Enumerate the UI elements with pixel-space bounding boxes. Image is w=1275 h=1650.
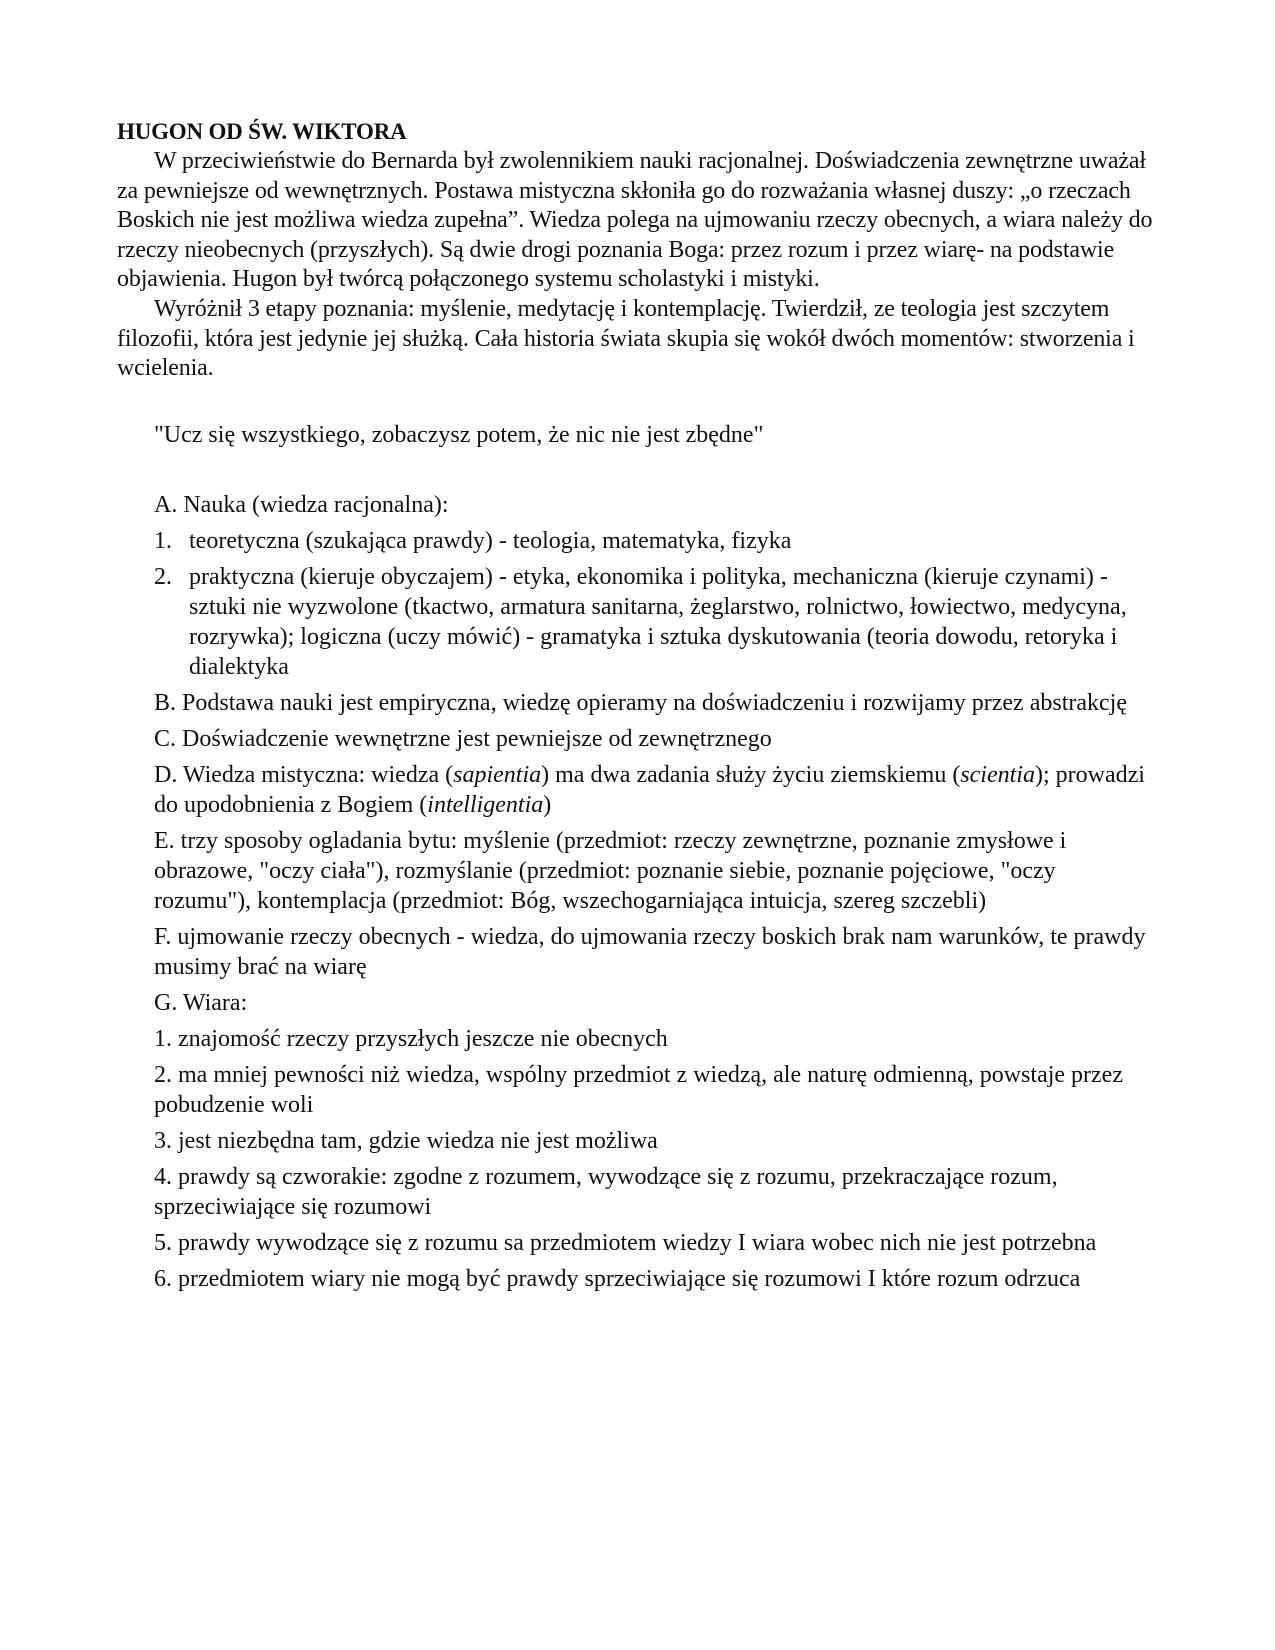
list-item: 4. prawdy są czworakie: zgodne z rozumem, wywodzące się z rozumu, przekraczające rozum, sprzeciwiające się rozumowi: [154, 1163, 1058, 1220]
list-item-number: 2.: [154, 563, 172, 590]
paragraph-intro: W przeciwieństwie do Bernarda był zwolennikiem nauki racjonalnej. Doświadczenia zewnętrzne uważał za pewniejsze od wewnętrznych. Postawa mistyczna skłoniła go do rozważania własnej duszy: „o rzeczach Boskich nie jest możliwa wiedza zupełna”. Wiedza polega na ujmowaniu rzeczy obecnych, a wiara należy do rzeczy nieobecnych (przyszłych). Są dwie drogi poznania Boga: przez rozum i przez wiarę- na podstawie objawienia. Hugon był twórcą połączonego systemu scholastyki i mistyki.: [117, 148, 1153, 293]
term-sapientia: sapientia: [453, 761, 542, 788]
paragraph-stages: Wyróżnił 3 etapy poznania: myślenie, medytację i kontemplację. Twierdził, ze teologia jest szczytem filozofii, która jest jedynie jej służką. Cała historia świata skupia się wokół dwóch momentów: stworzenia i wcielenia.: [117, 295, 1135, 382]
document-body: [117, 117, 1157, 1294]
list-item: 5. prawdy wywodzące się z rozumu sa przedmiotem wiedzy I wiara wobec nich nie jest potrzebna: [154, 1229, 1097, 1256]
section-g-heading: G. Wiara:: [154, 989, 248, 1016]
term-intelligentia: intelligentia: [427, 791, 544, 818]
section-b: B. Podstawa nauki jest empiryczna, wiedzę opieramy na doświadczeniu i rozwijamy przez abstrakcję: [154, 689, 1127, 716]
list-item-text: praktyczna (kieruje obyczajem) - etyka, ekonomika i polityka, mechaniczna (kieruje czynami) - sztuki nie wyzwolone (tkactwo, armatura sanitarna, żeglarstwo, rolnictwo, łowiectwo, medycyna, rozrywka); logiczna (uczy mówić) - gramatyka i sztuka dyskutowania (teoria dowodu, retoryka i dialektyka: [189, 563, 1127, 680]
section-d-text: ) ma dwa zadania służy życiu ziemskiemu (: [541, 761, 961, 788]
document-title: HUGON OD ŚW. WIKTORA: [117, 119, 407, 144]
quote: "Ucz się wszystkiego, zobaczysz potem, że nic nie jest zbędne": [154, 421, 764, 448]
section-d-text: ); prowadzi do upodobnienia z Bogiem (: [154, 761, 1145, 818]
section-c: C. Doświadczenie wewnętrzne jest pewniejsze od zewnętrznego: [154, 725, 772, 752]
section-d: [154, 760, 1157, 820]
term-scientia: scientia: [960, 761, 1035, 788]
list-item: 6. przedmiotem wiary nie mogą być prawdy sprzeciwiające się rozumowi I które rozum odrzuca: [154, 1265, 1081, 1292]
list-item: 3. jest niezbędna tam, gdzie wiedza nie jest możliwa: [154, 1127, 658, 1154]
list-item-text: teoretyczna (szukająca prawdy) - teologia, matematyka, fizyka: [189, 527, 792, 554]
section-d-text: ): [543, 791, 552, 818]
list-item-number: 1.: [154, 527, 172, 554]
section-f: F. ujmowanie rzeczy obecnych - wiedza, do ujmowania rzeczy boskich brak nam warunków, te prawdy musimy brać na wiarę: [154, 923, 1146, 980]
section-a: [154, 490, 1157, 1294]
list-item: [154, 562, 1157, 682]
list-item: 1. znajomość rzeczy przyszłych jeszcze nie obecnych: [154, 1025, 668, 1052]
list-item: [154, 526, 1157, 556]
section-d-text: D. Wiedza mistyczna: wiedza (: [154, 761, 454, 788]
list-item: 2. ma mniej pewności niż wiedza, wspólny przedmiot z wiedzą, ale naturę odmienną, powstaje przez pobudzenie woli: [154, 1061, 1123, 1118]
section-e: E. trzy sposoby ogladania bytu: myślenie (przedmiot: rzeczy zewnętrzne, poznanie zmysłowe i obrazowe, "oczy ciała"), rozmyślanie (przedmiot: poznanie siebie, poznanie pojęciowe, "oczy rozumu"), kontemplacja (przedmiot: Bóg, wszechogarniająca intuicja, szereg szczebli): [154, 827, 1067, 914]
section-a-heading: A. Nauka (wiedza racjonalna):: [154, 491, 449, 518]
